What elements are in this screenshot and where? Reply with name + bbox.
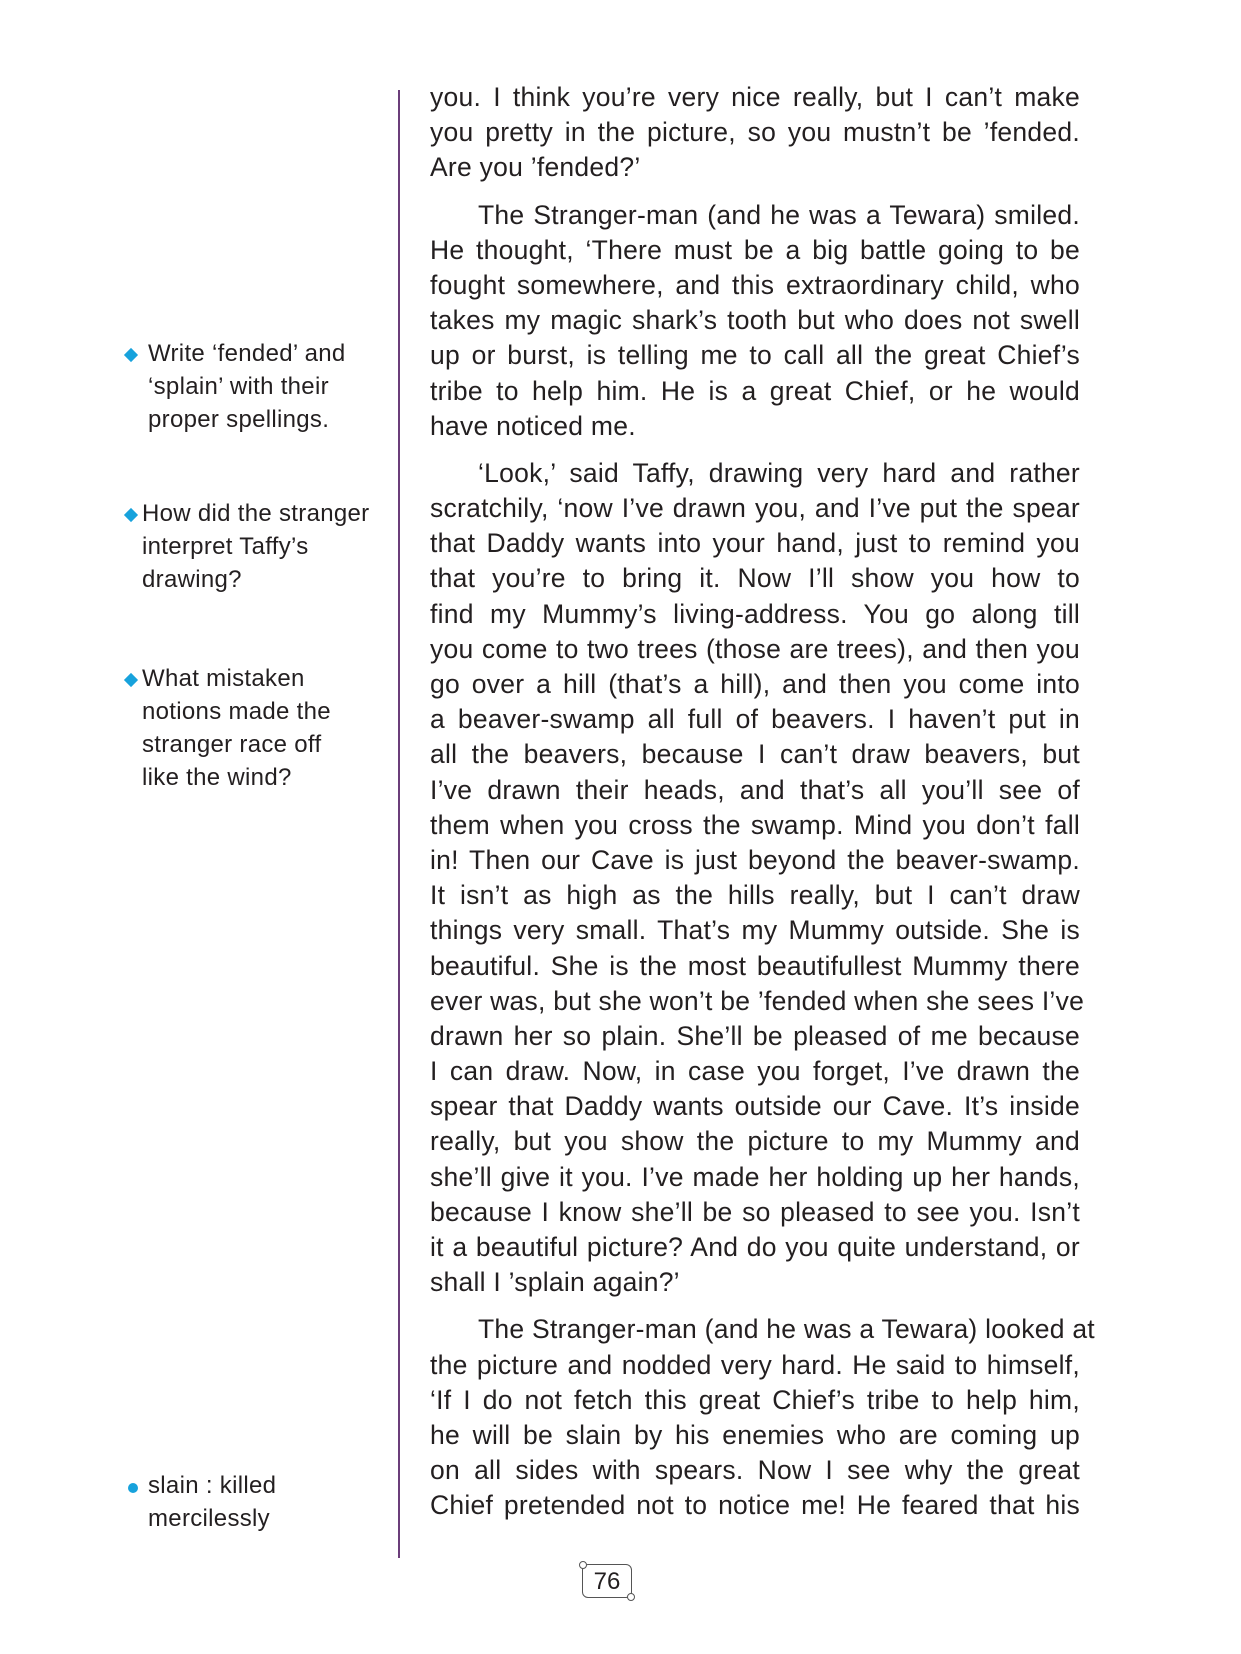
text-line: It isn’t as high as the hills really, but I can’t draw [430, 880, 1080, 911]
text-line: fought somewhere, and this extraordinary child, who [430, 269, 1080, 300]
text-line: up or burst, is telling me to call all the great Chief’s [430, 340, 1080, 371]
text-line: tribe to help him. He is a great Chief, or he would [430, 375, 1080, 406]
text-line: He thought, ‘There must be a big battle going to be [430, 234, 1080, 265]
text-line: on all sides with spears. Now I see why the great [430, 1455, 1080, 1486]
text-line: that you’re to bring it. Now I’ll show you how to [430, 563, 1080, 594]
page-number: 76 [582, 1564, 632, 1598]
text-line: beautiful. She is the most beautifullest Mummy there [430, 950, 1080, 981]
text-line: you come to two trees (those are trees), and then you [430, 633, 1080, 664]
paragraph [430, 1312, 1095, 1523]
round-bullet-icon [128, 1483, 138, 1493]
glossary-line: slain : killed [148, 1472, 277, 1499]
text-line: you pretty in the picture, so you mustn’t be ’fended. [430, 117, 1080, 148]
margin-question-1 [118, 337, 388, 436]
paragraph [430, 198, 1080, 444]
margin-question-3 [118, 662, 388, 794]
text-line: Are you ’fended?’ [430, 152, 641, 183]
text-line: the picture and nodded very hard. He said to himself, [430, 1349, 1080, 1380]
text-line: ‘Look,’ said Taffy, drawing very hard and rather [478, 457, 1080, 488]
text-line: really, but you show the picture to my Mummy and [430, 1126, 1080, 1157]
note-line: What mistaken [142, 665, 305, 692]
note-line: How did the stranger [142, 500, 370, 527]
paragraph [430, 80, 1080, 186]
text-line: I can draw. Now, in case you forget, I’ve drawn the [430, 1056, 1080, 1087]
note-line: stranger race off [142, 731, 322, 758]
text-line: them when you cross the swamp. Mind you don’t fall [430, 809, 1080, 840]
text-line: that Daddy wants into your hand, just to remind you [430, 528, 1080, 559]
text-line: all the beavers, because I can’t draw beavers, but [430, 739, 1080, 770]
text-line: The Stranger-man (and he was a Tewara) smiled. [478, 199, 1080, 230]
text-line: go over a hill (that’s a hill), and then you come into [430, 669, 1080, 699]
text-line: spear that Daddy wants outside our Cave. It’s inside [430, 1091, 1080, 1122]
note-line: interpret Taffy’s [142, 533, 309, 560]
text-line: takes my magic shark’s tooth but who does not swell [430, 305, 1080, 336]
text-line: ever was, but she won’t be ’fended when she sees I’ve [430, 985, 1085, 1016]
note-line: notions made the [142, 698, 331, 725]
text-line: you. I think you’re very nice really, but I can’t make [430, 82, 1080, 112]
text-line: find my Mummy’s living-address. You go along till [430, 598, 1080, 629]
text-line: have noticed me. [430, 410, 636, 441]
note-line: drawing? [142, 566, 242, 593]
text-line: shall I ’splain again?’ [430, 1267, 680, 1298]
text-line: drawn her so plain. She’ll be pleased of me because [430, 1020, 1080, 1051]
note-line: like the wind? [142, 764, 292, 791]
column-divider [398, 90, 400, 1558]
glossary-line: mercilessly [148, 1505, 270, 1532]
text-line: she’ll give it you. I’ve made her holding up her hands, [430, 1161, 1080, 1192]
note-line: Write ‘fended’ and [148, 340, 346, 367]
paragraph [430, 456, 1085, 1301]
text-line: a beaver-swamp all full of beavers. I haven’t put in [430, 704, 1080, 735]
text-line: things very small. That’s my Mummy outside. She is [430, 915, 1080, 946]
text-line: The Stranger-man (and he was a Tewara) looked at [478, 1314, 1095, 1345]
text-line: scratchily, ‘now I’ve drawn you, and I’ve put the spear [430, 493, 1080, 524]
text-line: Chief pretended not to notice me! He feared that his [430, 1490, 1080, 1521]
glossary-note [118, 1469, 388, 1535]
text-line: I’ve drawn their heads, and that’s all you’ll see of [430, 774, 1080, 805]
note-line: proper spellings. [148, 406, 330, 433]
margin-question-2 [118, 497, 388, 596]
text-line: ‘If I do not fetch this great Chief’s tribe to help him, [430, 1384, 1080, 1415]
text-line: because I know she’ll be so pleased to see you. Isn’t [430, 1196, 1080, 1227]
text-line: he will be slain by his enemies who are coming up [430, 1419, 1080, 1450]
text-line: it a beautiful picture? And do you quite understand, or [430, 1232, 1080, 1262]
text-line: in! Then our Cave is just beyond the beaver-swamp. [430, 844, 1080, 875]
note-line: ‘splain’ with their [148, 373, 329, 400]
story-text [430, 80, 1095, 1536]
